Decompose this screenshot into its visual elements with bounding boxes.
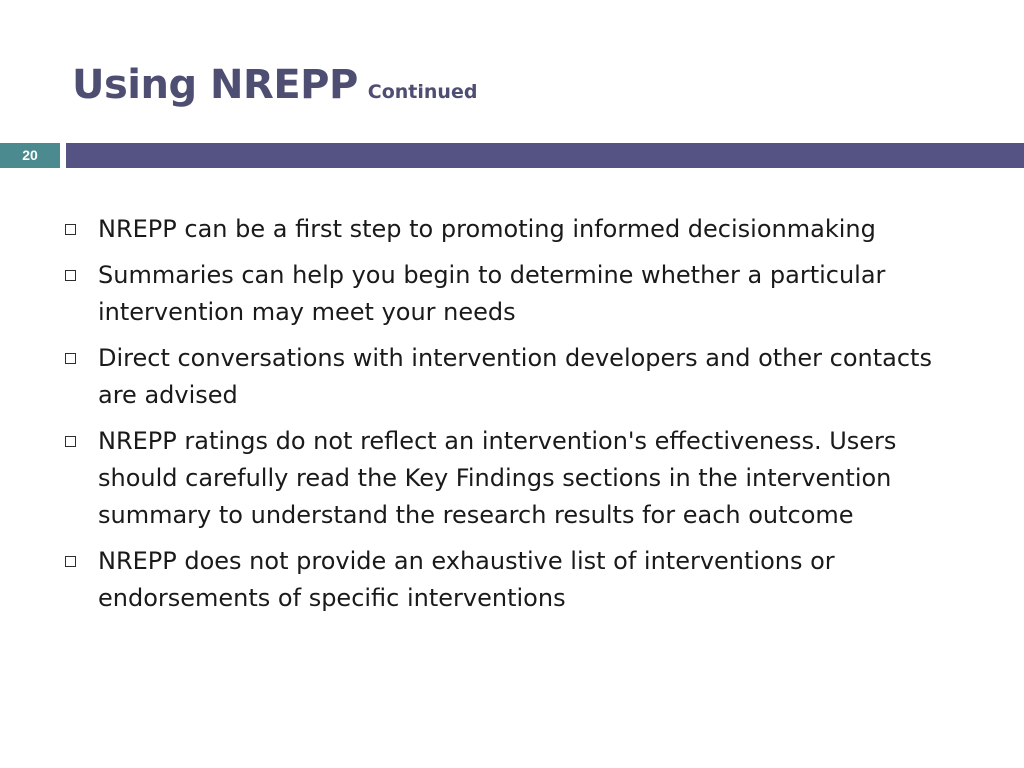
bullet-item	[64, 543, 944, 617]
bullet-item	[64, 257, 944, 331]
bullet-text: NREPP can be a first step to promoting informed decisionmaking	[98, 215, 876, 243]
bullet-item	[64, 423, 944, 534]
slide-number: 20	[0, 143, 60, 168]
square-bullet-icon	[65, 556, 76, 567]
bullet-text: Direct conversations with intervention developers and other contacts are advised	[98, 344, 932, 409]
square-bullet-icon	[65, 270, 76, 281]
square-bullet-icon	[65, 353, 76, 364]
bullet-text: NREPP does not provide an exhaustive list of interventions or endorsements of specific interventions	[98, 547, 835, 612]
bullet-item	[64, 340, 944, 414]
header-bar	[66, 143, 1024, 168]
bullet-item	[64, 211, 944, 248]
title-main: Using NREPP	[72, 62, 358, 108]
bullet-text: Summaries can help you begin to determine whether a particular intervention may meet your needs	[98, 261, 886, 326]
bullet-text: NREPP ratings do not reflect an intervention's effectiveness. Users should carefully read the Key Findings sections in the intervention summary to understand the research results for each outcome	[98, 427, 897, 529]
square-bullet-icon	[65, 224, 76, 235]
slide-title	[72, 62, 477, 108]
square-bullet-icon	[65, 436, 76, 447]
title-continued: Continued	[367, 81, 478, 103]
bullet-list	[64, 211, 944, 626]
